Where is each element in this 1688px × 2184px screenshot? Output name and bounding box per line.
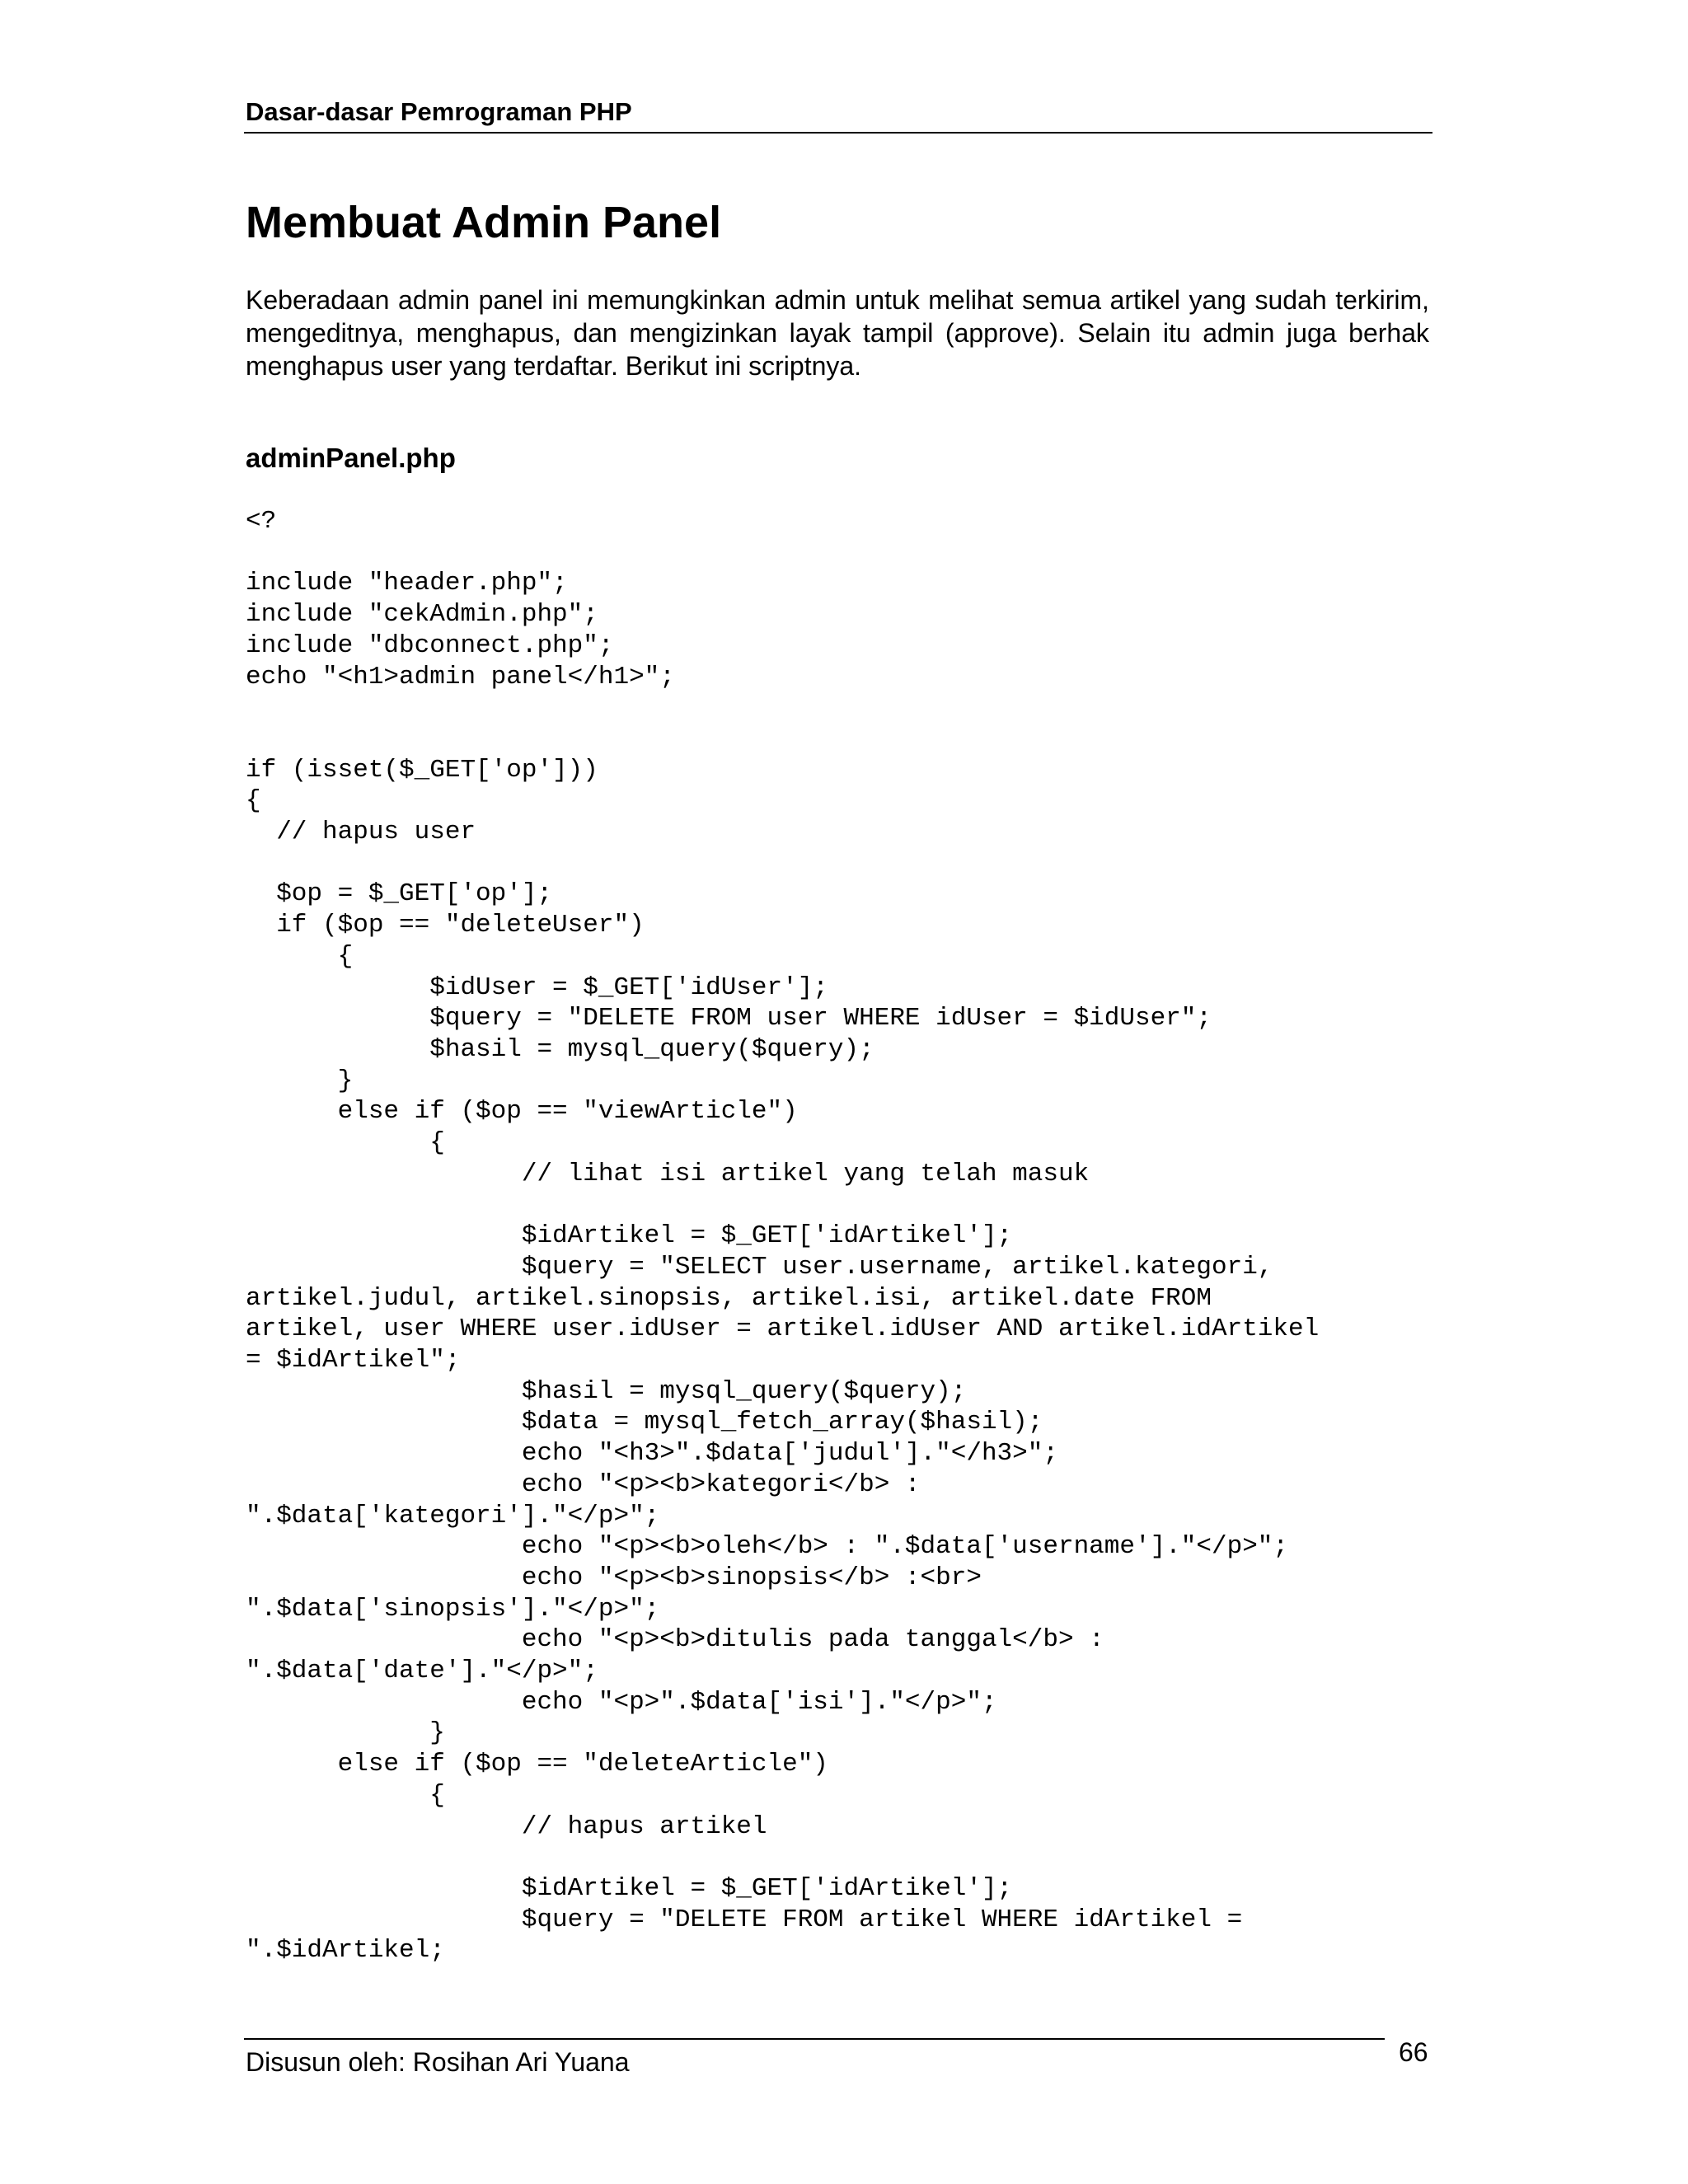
running-header-title: Dasar-dasar Pemrograman PHP [246,97,632,126]
file-name-label: adminPanel.php [246,443,456,473]
header-rule [244,132,1432,134]
page-title: Membuat Admin Panel [246,198,722,247]
footer-author: Disusun oleh: Rosihan Ari Yuana [246,2047,630,2077]
footer-rule [244,2038,1385,2040]
page-number: 66 [1399,2037,1428,2067]
code-listing: <? include "header.php"; include "cekAdmin.php"; include "dbconnect.php"; echo "<h1>admin panel</h1>"; if (isset($_GET['op'])) { // hapus user $op = $_GET['op']; if ($op == "deleteUser") { $idUser = $_GET['idUser']; $query = "DELETE FROM user WHERE idUser = $idUser"; $hasil = mysql_query($query); } else if ($op == "viewArticle") { // lihat isi artikel yang telah masuk $idArtikel = $_GET['idArtikel']; $query = "SELECT user.username, artikel.kategori, artikel.judul, artikel.sinopsis, artikel.isi, artikel.date FROM artikel, user WHERE user.idUser = artikel.idUser AND artikel.idArtikel = $idArtikel"; $hasil = mysql_query($query); $data = mysql_fetch_array($hasil); echo "<h3>".$data['judul']."</h3>"; echo "<p><b>kategori</b> : ".$data['kategori']."</p>"; echo "<p><b>oleh</b> : ".$data['username']."</p>"; echo "<p><b>sinopsis</b> :<br> ".$data['sinopsis']."</p>"; echo "<p><b>ditulis pada tanggal</b> : ".$data['date']."</p>"; echo "<p>".$data['isi']."</p>"; } else if ($op == "deleteArticle") { // hapus artikel $idArtikel = $_GET['idArtikel']; $query = "DELETE FROM artikel WHERE idArtikel = ".$idArtikel; [246,507,1320,1966]
intro-paragraph: Keberadaan admin panel ini memungkinkan admin untuk melihat semua artikel yang sudah terkirim, mengeditnya, menghapus, dan mengizinkan layak tampil (approve). Selain itu admin juga berhak menghapus user yang terdaftar. Berikut ini scriptnya. [246,285,1429,381]
